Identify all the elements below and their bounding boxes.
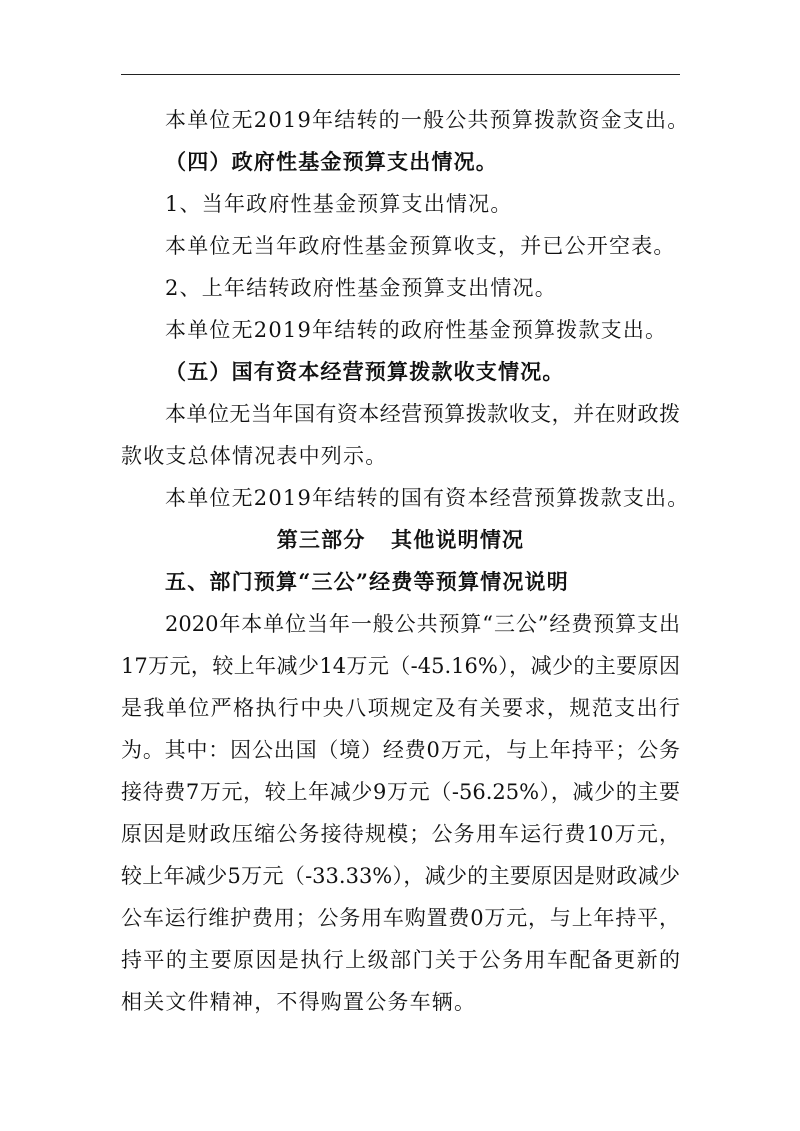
section-heading-4: （四）政府性基金预算支出情况。 (165, 149, 498, 174)
paragraph-line: 相关文件精神，不得购置公务车辆。 (121, 990, 477, 1014)
paragraph-line: 本单位无2019年结转的政府性基金预算拨款支出。 (165, 318, 668, 342)
paragraph-line: 2020年本单位当年一般公共预算“三公”经费预算支出 (165, 612, 680, 636)
section-heading-five: 五、部门预算“三公”经费等预算情况说明 (165, 569, 569, 594)
subheading-2: 2、上年结转政府性基金预算支出情况。 (165, 276, 557, 300)
subheading-1: 1、当年政府性基金预算支出情况。 (165, 192, 513, 216)
paragraph-line: 本单位无2019年结转的国有资本经营预算拨款支出。 (165, 486, 690, 510)
paragraph-line: 本单位无2019年结转的一般公共预算拨款资金支出。 (165, 108, 690, 132)
paragraph-line: 为。其中：因公出国（境）经费0万元，与上年持平；公务 (121, 738, 680, 762)
paragraph-line: 持平的主要原因是执行上级部门关于公务用车配备更新的 (121, 948, 680, 972)
paragraph-line: 原因是财政压缩公务接待规模；公务用车运行费10万元， (121, 822, 680, 846)
paragraph-line: 本单位无当年国有资本经营预算拨款收支，并在财政拨 (165, 402, 680, 426)
paragraph-line: 本单位无当年政府性基金预算收支，并已公开空表。 (165, 234, 676, 258)
header-rule (121, 74, 680, 75)
paragraph-line: 款收支总体情况表中列示。 (121, 444, 388, 468)
part-three-title: 第三部分 其他说明情况 (276, 527, 525, 552)
paragraph-line: 是我单位严格执行中央八项规定及有关要求，规范支出行 (121, 696, 680, 720)
paragraph-line: 较上年减少5万元（-33.33%），减少的主要原因是财政减少 (121, 864, 680, 888)
section-heading-5: （五）国有资本经营预算拨款收支情况。 (165, 359, 565, 384)
paragraph-line: 公车运行维护费用；公务用车购置费0万元，与上年持平， (121, 906, 680, 930)
paragraph-line: 接待费7万元，较上年减少9万元（-56.25%），减少的主要 (121, 780, 680, 804)
paragraph-line: 17万元，较上年减少14万元（-45.16%），减少的主要原因 (121, 654, 680, 678)
